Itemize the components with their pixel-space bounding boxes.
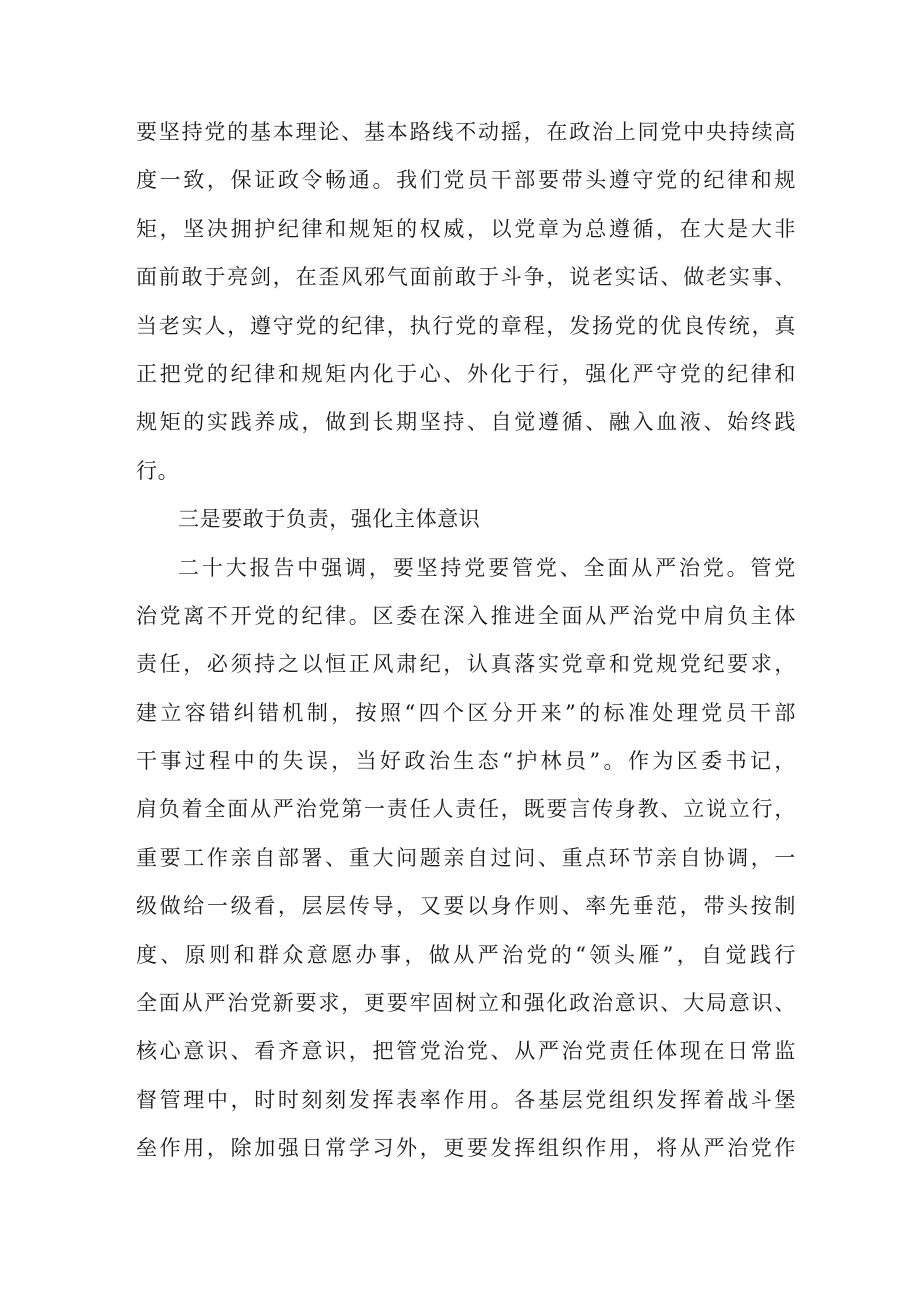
text-line: 全面从严治党新要求，更要牢固树立和强化政治意识、大局意识、 <box>136 991 796 1016</box>
text-line: 行。 <box>136 458 180 483</box>
text-line: 责任，必须持之以恒正风肃纪，认真落实党章和党规党纪要求， <box>136 652 796 677</box>
text-line: 规矩的实践养成，做到长期坚持、自觉遵循、融入血液、始终践 <box>136 410 796 435</box>
text-line: 建立容错纠错机制，按照“四个区分开来”的标准处理党员干部 <box>136 700 796 725</box>
text-line: 当老实人，遵守党的纪律，执行党的章程，发扬党的优良传统，真 <box>136 313 796 338</box>
text-line: 肩负着全面从严治党第一责任人责任，既要言传身教、立说立行， <box>136 797 796 822</box>
text-line: 垒作用，除加强日常学习外，更要发挥组织作用，将从严治党作 <box>136 1136 796 1161</box>
text-line: 治党离不开党的纪律。区委在深入推进全面从严治党中肩负主体 <box>136 603 796 628</box>
text-line: 级做给一级看，层层传导，又要以身作则、率先垂范，带头按制 <box>136 894 796 919</box>
text-line: 二十大报告中强调，要坚持党要管党、全面从严治党。管党 <box>178 555 796 580</box>
text-line: 面前敢于亮剑，在歪风邪气面前敢于斗争，说老实话、做老实事、 <box>136 265 796 290</box>
document-body <box>136 108 796 1173</box>
text-line: 核心意识、看齐意识，把管党治党、从严治党责任体现在日常监 <box>136 1039 796 1064</box>
text-line: 干事过程中的失误，当好政治生态“护林员”。作为区委书记， <box>136 749 796 774</box>
text-line: 矩，坚决拥护纪律和规矩的权威，以党章为总遵循，在大是大非 <box>136 216 796 241</box>
paragraph <box>136 544 796 1173</box>
text-line: 三是要敢于负责，强化主体意识 <box>178 507 481 532</box>
text-line: 正把党的纪律和规矩内化于心、外化于行，强化严守党的纪律和 <box>136 361 796 386</box>
paragraph <box>136 108 796 495</box>
text-line: 要坚持党的基本理论、基本路线不动摇，在政治上同党中央持续高 <box>136 120 796 144</box>
text-line: 督管理中，时时刻刻发挥表率作用。各基层党组织发挥着战斗堡 <box>136 1087 796 1112</box>
section-heading <box>136 495 796 543</box>
text-line: 度、原则和群众意愿办事，做从严治党的“领头雁”，自觉践行 <box>136 942 796 967</box>
text-line: 度一致，保证政令畅通。我们党员干部要带头遵守党的纪律和规 <box>136 168 796 193</box>
text-line: 重要工作亲自部署、重大问题亲自过问、重点环节亲自协调，一 <box>136 845 796 870</box>
